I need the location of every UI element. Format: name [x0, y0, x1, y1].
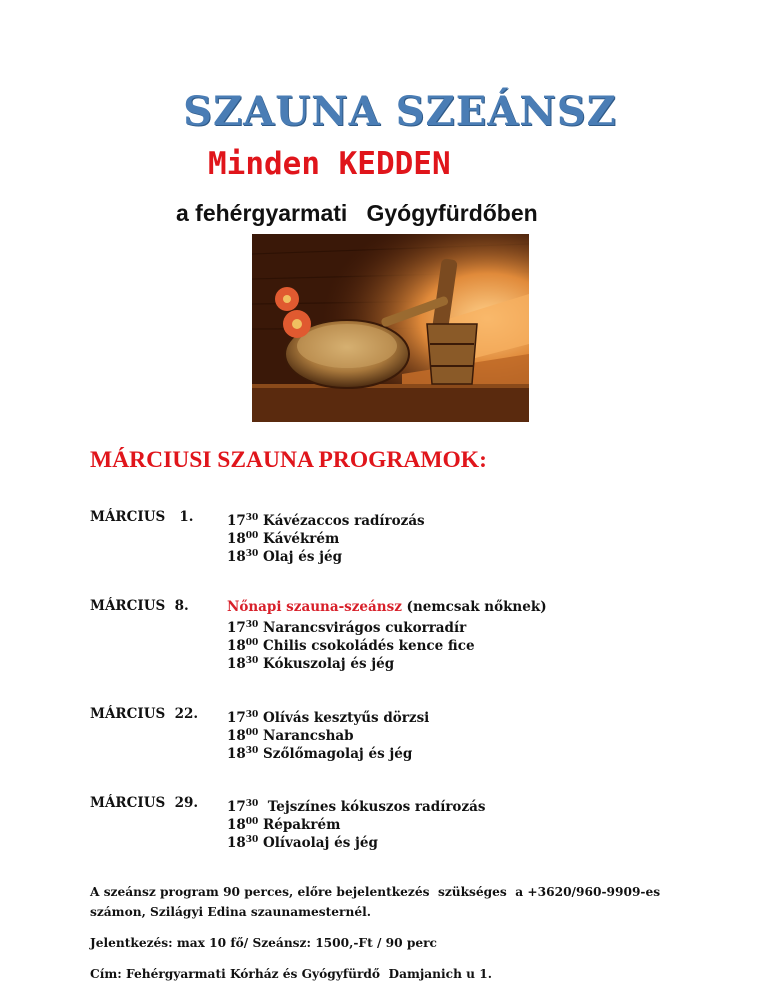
sauna-photo — [252, 234, 529, 422]
item-minute: 30 — [245, 746, 259, 756]
item-minute: 30 — [245, 710, 259, 720]
item-text: Tejszínes kókuszos radírozás — [258, 799, 486, 815]
program-heading: MÁRCIUSI SZAUNA PROGRAMOK: — [90, 447, 487, 473]
item-text: Répakrém — [263, 817, 341, 833]
item-text: Kókuszolaj és jég — [263, 656, 395, 672]
item-text: Olívaolaj és jég — [263, 835, 378, 851]
page-title: SZAUNA SZEÁNSZ — [183, 88, 617, 135]
item-text: Kávézaccos radírozás — [263, 513, 425, 529]
schedule-date: MÁRCIUS 1. — [90, 509, 194, 525]
schedule-item — [227, 831, 485, 849]
schedule-item — [227, 545, 425, 563]
schedule-date: MÁRCIUS 22. — [90, 706, 199, 722]
special-event — [227, 598, 547, 616]
item-hour: 18 — [227, 549, 246, 565]
location-line: a fehérgyarmati Gyógyfürdőben — [176, 200, 538, 226]
booking-info-line-2: számon, Szilágyi Edina szaunamesternél. — [90, 905, 371, 919]
item-minute: 00 — [245, 817, 259, 827]
item-hour: 17 — [227, 513, 246, 529]
schedule-item — [227, 724, 429, 742]
item-hour: 18 — [227, 746, 246, 762]
registration-info: Jelentkezés: max 10 fő/ Szeánsz: 1500,-Ft / 90 perc — [90, 936, 437, 950]
item-minute: 30 — [245, 549, 259, 559]
item-text: Kávékrém — [263, 531, 340, 547]
item-minute: 30 — [245, 620, 259, 630]
item-hour: 17 — [227, 620, 246, 636]
schedule-item — [227, 795, 485, 813]
item-hour: 18 — [227, 817, 246, 833]
special-event-note: (nemcsak nőknek) — [401, 599, 547, 615]
booking-info-line-1: A szeánsz program 90 perces, előre bejelentkezés szükséges a +3620/960-9909-es — [90, 885, 661, 899]
address-info: Cím: Fehérgyarmati Kórház és Gyógyfürdő Damjanich u 1. — [90, 967, 493, 981]
item-hour: 18 — [227, 656, 246, 672]
item-text: Olívás kesztyűs dörzsi — [258, 710, 430, 726]
schedule-item — [227, 527, 425, 545]
schedule-item — [227, 616, 547, 634]
item-hour: 18 — [227, 835, 246, 851]
schedule-item — [227, 813, 485, 831]
item-minute: 30 — [245, 656, 259, 666]
item-hour: 18 — [227, 638, 246, 654]
item-minute: 00 — [245, 638, 259, 648]
item-text: Narancsvirágos cukorradír — [263, 620, 467, 636]
item-text: Olaj és jég — [263, 549, 343, 565]
item-minute: 30 — [245, 835, 259, 845]
item-hour: 18 — [227, 531, 246, 547]
sauna-illustration — [252, 234, 529, 422]
schedule-date: MÁRCIUS 29. — [90, 795, 199, 811]
item-hour: 17 — [227, 799, 246, 815]
item-minute: 30 — [245, 799, 259, 809]
item-text: Narancshab — [263, 728, 354, 744]
schedule-item — [227, 652, 547, 670]
item-hour: 17 — [227, 710, 246, 726]
schedule-item — [227, 509, 425, 527]
item-hour: 18 — [227, 728, 246, 744]
item-text: Chilis csokoládés kence fice — [263, 638, 475, 654]
page-subtitle: Minden KEDDEN — [208, 146, 451, 182]
schedule-item — [227, 742, 429, 760]
item-minute: 00 — [245, 728, 259, 738]
item-text: Szőlőmagolaj és jég — [263, 746, 413, 762]
special-event-title: Nőnapi szauna-szeánsz — [227, 599, 402, 615]
schedule-item — [227, 634, 547, 652]
item-minute: 00 — [245, 531, 259, 541]
item-minute: 30 — [245, 513, 259, 523]
schedule-date: MÁRCIUS 8. — [90, 598, 189, 614]
schedule-item — [227, 706, 429, 724]
